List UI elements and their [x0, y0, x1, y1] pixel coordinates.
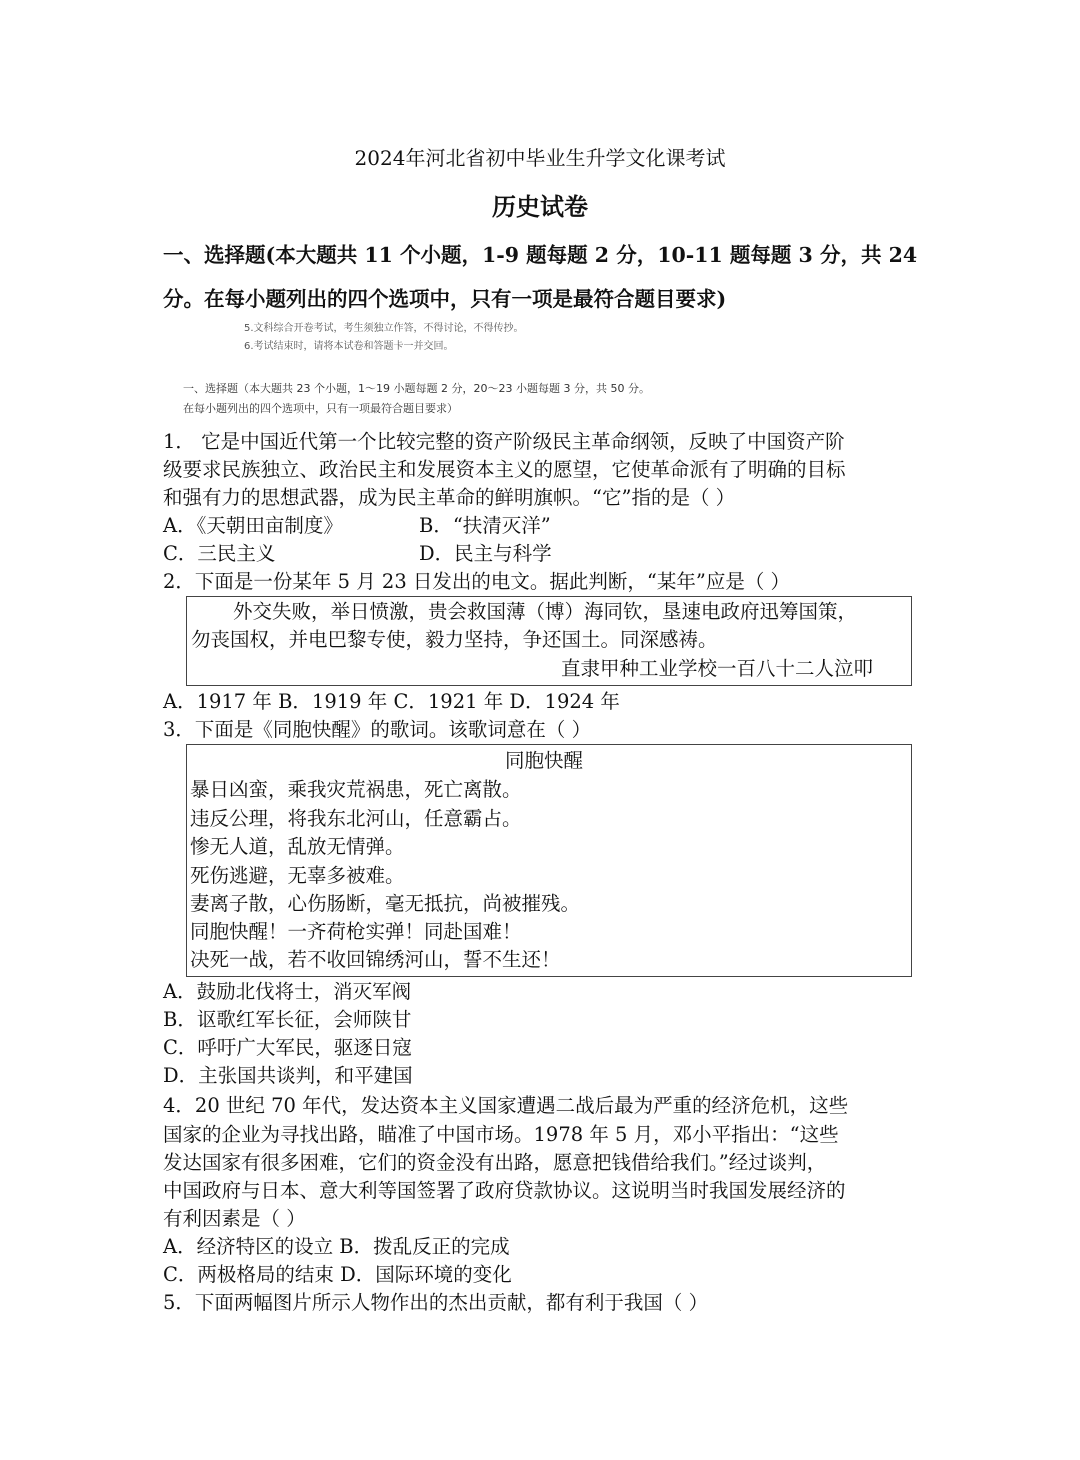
q1-option-c: C．三民主义 [163, 542, 276, 565]
q3-lyric-line-4: 死伤逃避，无辜多被难。 [190, 864, 405, 887]
section-instruction-line-2: 分。在每小题列出的四个选项中，只有一项是最符合题目要求) [163, 287, 727, 311]
q3-lyrics-box [186, 744, 912, 977]
q2-options: A．1917 年 B．1919 年 C．1921 年 D．1924 年 [163, 690, 620, 713]
q3-lyric-line-5: 妻离子散，心伤肠断，毫无抵抗，尚被摧残。 [190, 892, 581, 915]
q3-lyric-line-6: 同胞快醒！一齐荷枪实弹！同赴国难！ [190, 920, 522, 943]
q3-option-b: B．讴歌红军长征，会师陕甘 [163, 1008, 412, 1031]
pasted-notice-lower [183, 379, 650, 419]
q4-stem-line-5: 有利因素是（ ） [163, 1207, 306, 1230]
exam-subject-title: 历史试卷 [492, 192, 588, 221]
q4-stem-line-3: 发达国家有很多困难，它们的资金没有出路，愿意把钱借给我们。”经过谈判， [163, 1151, 827, 1174]
q3-lyric-line-3: 惨无人道，乱放无情弹。 [190, 835, 405, 858]
q1-stem-line-2: 级要求民族独立、政治民主和发展资本主义的愿望，它使革命派有了明确的目标 [163, 458, 846, 481]
q2-telegram-line-2: 勿丧国权，并电巴黎专使，毅力坚持，争还国土。同深感祷。 [191, 628, 718, 651]
q3-song-title: 同胞快醒 [505, 749, 584, 772]
q1-option-d: D．民主与科学 [419, 542, 552, 565]
q1-option-a: A．《天朝田亩制度》 [163, 514, 343, 537]
q3-lyric-line-7: 决死一战，若不收回锦绣河山，誓不生还！ [190, 948, 561, 971]
pasted-notice-line-1: 5.文科综合开卷考试，考生须独立作答，不得讨论，不得传抄。 [244, 323, 524, 334]
q3-lyric-line-2: 违反公理，将我东北河山，任意霸占。 [190, 807, 522, 830]
q4-options-ab: A．经济特区的设立 B．拨乱反正的完成 [163, 1235, 510, 1258]
q3-lyric-line-1: 暴日凶蛮，乘我灾荒祸患，死亡离散。 [190, 778, 522, 801]
q1-stem-line-3: 和强有力的思想武器，成为民主革命的鲜明旗帜。“它”指的是（ ） [163, 486, 736, 509]
q2-telegram-box [186, 596, 912, 686]
pasted-notice-line-2: 6.考试结束时，请将本试卷和答题卡一并交回。 [244, 341, 454, 352]
pasted-notice-line-3: 一、选择题（本大题共 23 个小题，1～19 小题每题 2 分，20～23 小题每题 3 分，共 50 分。 [183, 382, 650, 395]
q3-option-c: C．呼吁广大军民，驱逐日寇 [163, 1036, 412, 1059]
q2-telegram-line-1: 外交失败，举日愤激，贵会救国薄（博）海同钦，垦速电政府迅筹国策， [233, 600, 858, 623]
q2-telegram-signature: 直隶甲种工业学校一百八十二人泣叩 [561, 657, 874, 680]
pasted-notice-upper [244, 320, 664, 370]
exam-title: 2024年河北省初中毕业生升学文化课考试 [354, 146, 726, 170]
pasted-notice-line-4: 在每小题列出的四个选项中，只有一项最符合题目要求） [183, 402, 458, 415]
q1-option-b: B．“扶清灭洋” [419, 514, 551, 537]
q1-stem-line-1: 1． 它是中国近代第一个比较完整的资产阶级民主革命纲领，反映了中国资产阶 [163, 430, 845, 453]
q3-stem: 3．下面是《同胞快醒》的歌词。该歌词意在（ ） [163, 718, 592, 741]
q4-stem-line-1: 4．20 世纪 70 年代，发达资本主义国家遭遇二战后最为严重的经济危机，这些 [163, 1094, 849, 1117]
section-instruction-line-1: 一、选择题(本大题共 11 个小题，1-9 题每题 2 分，10-11 题每题 3 分，共 24 [163, 243, 918, 267]
q4-options-cd: C．两极格局的结束 D．国际环境的变化 [163, 1263, 512, 1286]
q5-stem: 5．下面两幅图片所示人物作出的杰出贡献，都有利于我国（ ） [163, 1291, 709, 1314]
q4-stem-line-4: 中国政府与日本、意大利等国签署了政府贷款协议。这说明当时我国发展经济的 [163, 1179, 846, 1202]
q3-option-a: A．鼓励北伐将士，消灭军阀 [163, 980, 412, 1003]
q4-stem-line-2: 国家的企业为寻找出路，瞄准了中国市场。1978 年 5 月，邓小平指出：“这些 [163, 1123, 839, 1146]
q2-stem: 2．下面是一份某年 5 月 23 日发出的电文。据此判断，“某年”应是（ ） [163, 570, 791, 593]
q3-option-d: D．主张国共谈判，和平建国 [163, 1064, 413, 1087]
